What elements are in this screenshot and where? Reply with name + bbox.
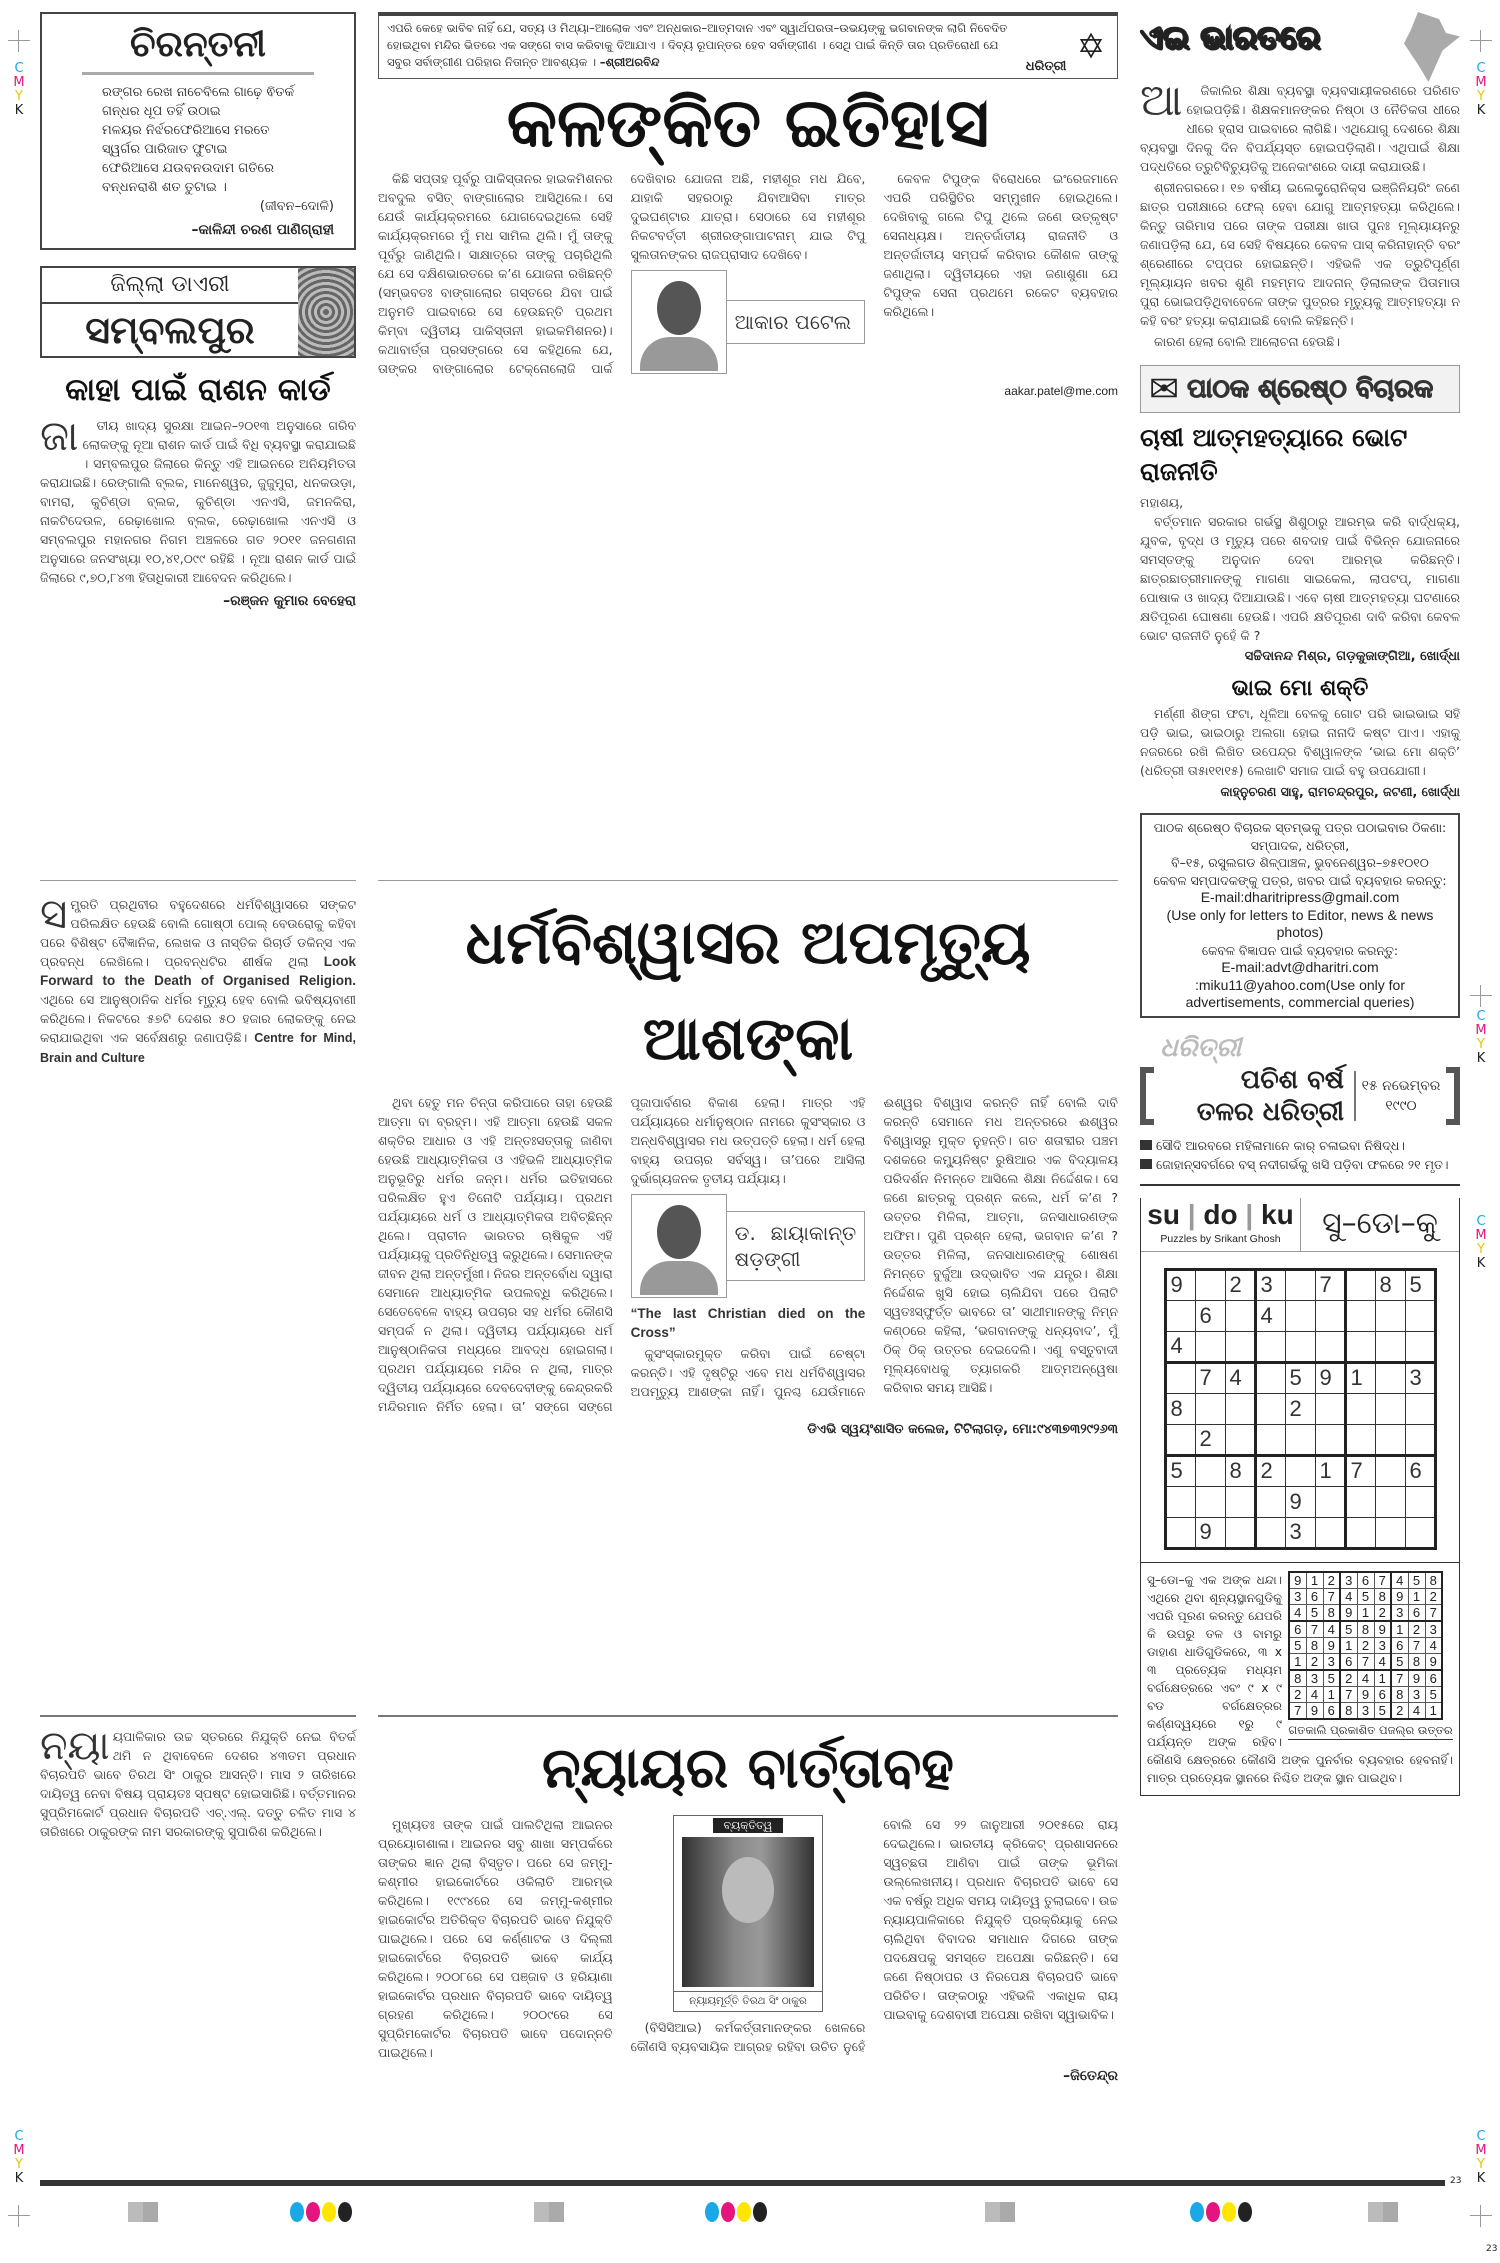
sudoku-cell[interactable] bbox=[1165, 1362, 1195, 1393]
sudoku-cell: 5 bbox=[1391, 1653, 1408, 1670]
color-dot bbox=[1206, 2202, 1220, 2222]
paragraph: କେବଳ ଟିପୁଙ୍କ ବିରୋଧରେ ଇଂରେଜମାନେ ଏପରି ପରିସ୍ଥିତିର ସମ୍ମୁଖୀନ ହୋଇଥିଲେ। ଦେଖିବାକୁ ଗଲେ ଟିପୁ ଥିଲେ ଜଣେ ଉତ୍କୃଷ୍ଟ ସେନାଧ୍ୟକ୍ଷ। ଅନ୍ତର୍ଜାତୀୟ ରାଜନୀତି ଓ ଅନ୍ତର୍ଜାତୀୟ ସମ୍ପର୍କ କରିବାର କୌଶଳ ତାଙ୍କୁ ଜଣାଥିଲା। ଦ୍ୱିତୀୟରେ ଏହା ଜଣାଶୁଣା ଯେ ଟିପୁଙ୍କ ସେନା ପ୍ରଥମେ ରକେଟ ବ୍ୟବହାର କରିଥିଲେ। bbox=[883, 171, 1118, 319]
sudoku-cell: 7 bbox=[1323, 1588, 1340, 1604]
sudoku-cell[interactable]: 2 bbox=[1225, 1269, 1255, 1300]
sudoku-cell[interactable] bbox=[1345, 1269, 1375, 1300]
sudoku-cell[interactable] bbox=[1225, 1300, 1255, 1331]
sudoku-cell[interactable]: 3 bbox=[1405, 1362, 1435, 1393]
sudoku-cell: 8 bbox=[1425, 1572, 1442, 1589]
sudoku-cell[interactable] bbox=[1285, 1300, 1315, 1331]
sudoku-cell: 1 bbox=[1306, 1572, 1323, 1589]
sudoku-cell[interactable] bbox=[1315, 1331, 1345, 1362]
archive-header: ଧରିତ୍ରୀ ପଚିଶ ବର୍ଷ ତଳର ଧରିତ୍ରୀ ୧୫ ନଭେମ୍ବର ୧୯୯୦ bbox=[1140, 1032, 1460, 1128]
sudoku-cell: 3 bbox=[1357, 1702, 1374, 1719]
sudoku-cell[interactable] bbox=[1405, 1393, 1435, 1424]
sudoku-cell[interactable]: 9 bbox=[1195, 1517, 1225, 1548]
sudoku-cell: 2 bbox=[1289, 1686, 1306, 1702]
sudoku-cell: 3 bbox=[1306, 1670, 1323, 1687]
sudoku-cell[interactable]: 6 bbox=[1405, 1455, 1435, 1486]
sudoku-cell: 1 bbox=[1408, 1588, 1425, 1604]
sudoku-cell[interactable] bbox=[1225, 1486, 1255, 1517]
sudoku-cell: 1 bbox=[1374, 1670, 1391, 1687]
sudoku-cell: 2 bbox=[1306, 1653, 1323, 1670]
sudoku-cell: 8 bbox=[1391, 1686, 1408, 1702]
sudoku-cell[interactable] bbox=[1375, 1517, 1405, 1548]
poem-line: ଗନ୍ଧର ଧୂପ ତହିଁ ଉଠାଇ bbox=[102, 104, 221, 119]
sudoku-cell[interactable] bbox=[1345, 1331, 1375, 1362]
photo-caption: ନ୍ୟାୟମୂର୍ତ୍ତି ତିରଥ ସିଂ ଠାକୁର bbox=[674, 1991, 822, 2011]
sudoku-cell: 4 bbox=[1425, 1637, 1442, 1653]
registration-mark bbox=[1470, 985, 1492, 1007]
sudoku-box bbox=[1140, 1198, 1460, 1796]
sudoku-cell: 5 bbox=[1340, 1621, 1357, 1638]
sudoku-cell: 7 bbox=[1306, 1621, 1323, 1638]
bullet-icon bbox=[1140, 1159, 1152, 1169]
sudoku-cell[interactable] bbox=[1405, 1486, 1435, 1517]
sudoku-title: ସୁ–ଡୋ–କୁ bbox=[1322, 1205, 1438, 1241]
sudoku-cell[interactable] bbox=[1225, 1424, 1255, 1455]
diary-district: ସମ୍ବଲପୁର bbox=[85, 308, 255, 352]
sudoku-cell: 4 bbox=[1408, 1702, 1425, 1719]
sudoku-cell: 3 bbox=[1323, 1653, 1340, 1670]
religion-intro: ସ ମ୍ପ୍ରତି ପ୍ରଥିବୀର ବହୁଦେଶରେ ଧର୍ମବିଶ୍ୱାସରେ ସଙ୍କଟ ପରିଲକ୍ଷିତ ହେଉଛି ବୋଲି ଗୋଷ୍ଠୀ ପୋଲ୍ ବେଉରୋକୁ କହିବା ପରେ ବିଶିଷ୍ଟ ବୈଜ୍ଞାନିକ, ଲେଖକ ଓ ନାସ୍ତିକ ରିଚାର୍ଡ ଡକିନ୍ସ ଏକ ପ୍ରବନ୍ଧ ଲେଖିଲେ। ପ୍ରବନ୍ଧଟିର ଶୀର୍ଷକ ଥିଲା Look Forward to the Death of Organised Religion. ଏଥିରେ ସେ ଆନୁଷ୍ଠାନିକ ଧର୍ମର ମୃତ୍ୟୁ ହେବ ବୋଲି ଭବିଷ୍ୟବାଣୀ କରିଥିଲେ। ନିକଟରେ ୫୭ଟି ଦେଶର ୫୦ ହଜାର ଲୋକଙ୍କୁ ନେଇ କରାଯାଇଥିବା ଏକ ସର୍ବେକ୍ଷଣରୁ ଜଣାପଡ଼ିଛି। Centre for Mind, Brain and Culture bbox=[40, 889, 356, 1065]
justice-intro: ନ୍ୟା ୟପାଳିକାର ଉଚ୍ଚ ସ୍ତରରେ ନିଯୁକ୍ତି ନେଇ ବିତର୍କ ଥମି ନ ଥିବାବେଳେ ଦେଶର ୪୩ତମ ପ୍ରଧାନ ବିଚାରପତି ଭାବେ ତିରଥ ସିଂ ଠାକୁର ଆସନ୍ତି। ମାସ ୨ ତାରିଖରେ ଦାୟିତ୍ୱ ନେବା ବିଷୟ ପ୍ରାୟତଃ ସ୍ପଷ୍ଟ ହୋଇସାରିଛି। ବର୍ତ୍ତମାନର ସୁପ୍ରିମକୋର୍ଟ ପ୍ରଧାନ ବିଚାରପତି ଏଚ୍.ଏଲ୍. ଦତ୍ତୁ ଚଳିତ ମାସ ୪ ତାରିଖରେ ଠାକୁରଙ୍କ ନାମ ସରକାରଙ୍କୁ ସୁପାରିଶ କରିଥିଲେ। bbox=[40, 1723, 356, 1839]
sudoku-cell: 2 bbox=[1340, 1670, 1357, 1687]
diary-label: ଜିଲ୍ଲା ଡାଏରୀ bbox=[42, 268, 298, 304]
sudoku-cell: 8 bbox=[1289, 1670, 1306, 1687]
sudoku-solution bbox=[1288, 1571, 1443, 1720]
sudoku-cell[interactable] bbox=[1285, 1424, 1315, 1455]
address-line: କେବଳ ବିଜ୍ଞାପନ ପାଇଁ ବ୍ୟବହାର କରନ୍ତୁ: bbox=[1201, 942, 1399, 958]
justice-headline: ନ୍ୟାୟର ବାର୍ତ୍ତାବହ bbox=[542, 1736, 954, 1801]
color-dot bbox=[338, 2202, 352, 2222]
email-link[interactable]: :miku11@yahoo.com(Use only for bbox=[1194, 976, 1406, 993]
sudoku-cell: 1 bbox=[1391, 1621, 1408, 1638]
sudoku-cell: 2 bbox=[1357, 1637, 1374, 1653]
sudoku-cell[interactable] bbox=[1405, 1424, 1435, 1455]
sudoku-cell: 6 bbox=[1289, 1621, 1306, 1638]
sudoku-cell[interactable] bbox=[1285, 1455, 1315, 1486]
color-bar bbox=[290, 2202, 354, 2226]
color-dot bbox=[1238, 2202, 1252, 2222]
sudoku-cell[interactable]: 7 bbox=[1315, 1269, 1345, 1300]
sudoku-cell[interactable]: 8 bbox=[1165, 1393, 1195, 1424]
sudoku-cell[interactable] bbox=[1195, 1455, 1225, 1486]
email-link[interactable]: E-mail:advt@dharitri.com bbox=[1221, 959, 1379, 975]
poem-line: ଫେରିଆସେ ଯଉବନଉଦାମ ଗତିରେ bbox=[102, 161, 274, 176]
ration-article bbox=[40, 411, 356, 587]
sudoku-cell: 8 bbox=[1323, 1604, 1340, 1621]
sudoku-cell[interactable] bbox=[1345, 1300, 1375, 1331]
sudoku-cell: 5 bbox=[1306, 1604, 1323, 1621]
sudoku-cell[interactable]: 6 bbox=[1195, 1300, 1225, 1331]
sudoku-cell[interactable]: 5 bbox=[1405, 1269, 1435, 1300]
sudoku-cell: 9 bbox=[1289, 1572, 1306, 1589]
sudoku-cell[interactable] bbox=[1315, 1300, 1345, 1331]
footer-rule bbox=[40, 2180, 1445, 2186]
sudoku-cell[interactable] bbox=[1255, 1362, 1285, 1393]
sudoku-cell: 6 bbox=[1374, 1686, 1391, 1702]
color-dot bbox=[1190, 2202, 1204, 2222]
sudoku-cell[interactable] bbox=[1195, 1486, 1225, 1517]
sudoku-cell[interactable] bbox=[1285, 1331, 1315, 1362]
poem-source: (ଜୀବନ–ଦୋଳି) bbox=[259, 199, 334, 214]
sudoku-cell: 4 bbox=[1391, 1572, 1408, 1589]
sudoku-cell: 5 bbox=[1408, 1572, 1425, 1589]
paragraph: ଜିକାଲିର ଶିକ୍ଷା ବ୍ୟବସ୍ଥା ବ୍ୟବସାୟୀକରଣରେ ପରିଣତ ହୋଇପଡ଼ିଛି। ଶିକ୍ଷକମାନଙ୍କର ନିଷ୍ଠା ଓ ନୈତିକତା ଧୀରେ ଧୀରେ ହ୍ରାସ ପାଇବାରେ ଲାଗିଛି। ଏଥିଯୋଗୁ ଦେଶରେ ଶିକ୍ଷା ବ୍ୟବସ୍ଥା ଦିନକୁ ଦିନ ବିପର୍ଯ୍ୟସ୍ତ ହୋଇପଡ଼ିଲାଣି। ଏଥିପାଇଁ ଶିକ୍ଷା ପଦ୍ଧତିରେ ତ୍ରୁଟିବିଚ୍ୟୁତିକୁ ଅନେକାଂଶରେ ଦାୟୀ କରାଯାଉଛି। bbox=[1140, 83, 1460, 174]
sudoku-cell[interactable]: 7 bbox=[1195, 1362, 1225, 1393]
sudoku-cell[interactable] bbox=[1165, 1517, 1195, 1548]
paragraph: ବର୍ତ୍ତମାନ ସରକାର ଗର୍ଭସ୍ଥ ଶିଶୁଠାରୁ ଆରମ୍ଭ କରି ବାର୍ଦ୍ଧକ୍ୟ, ଯୁବକ, ବୃଦ୍ଧ ଓ ମୃତ୍ୟୁ ପରେ ଶବଦାହ ପାଇଁ ବିଭିନ୍ନ ଯୋଜନାରେ ସମସ୍ତଙ୍କୁ ଅନୁଦାନ ଦେବା ଆରମ୍ଭ କରିଛନ୍ତି। ଛାତ୍ରଛାତ୍ରୀମାନଙ୍କୁ ମାଗଣା ସାଇକେଲ, ଲାପଟପ୍, ମାଗଣା ପୋଷାକ ଓ ଖାଦ୍ୟ ଦିଆଯାଉଛି। ଏବେ ଚାଷୀ ଆତ୍ମହତ୍ୟା ଘଟଣାରେ କ୍ଷତିପୂରଣ ଘୋଷଣା ହେଉଛି। ଏପରି କ୍ଷତିପୂରଣ ଦାବି କରିବା କେବଳ ଭୋଟ ରାଜନୀତି ନୁହେଁ କି ? bbox=[1140, 514, 1460, 643]
sudoku-cell: 1 bbox=[1289, 1653, 1306, 1670]
sudoku-cell[interactable] bbox=[1345, 1486, 1375, 1517]
gray-patch bbox=[985, 2202, 1015, 2222]
sudoku-cell: 2 bbox=[1374, 1604, 1391, 1621]
sudoku-cell: 9 bbox=[1408, 1670, 1425, 1687]
sudoku-cell[interactable] bbox=[1315, 1393, 1345, 1424]
sudoku-cell[interactable]: 5 bbox=[1285, 1362, 1315, 1393]
sudoku-cell: 9 bbox=[1374, 1621, 1391, 1638]
sudoku-cell: 9 bbox=[1357, 1686, 1374, 1702]
paragraph: ତୀୟ ଖାଦ୍ୟ ସୁରକ୍ଷା ଆଇନ–୨୦୧୩ ଅନୁସାରେ ଗରିବ ଲୋକଙ୍କୁ ନୂଆ ରାଶନ କାର୍ଡ ପାଇଁ ବିଧି ବ୍ୟବସ୍ଥା କରାଯାଇଛି । ସମ୍ବଲପୁର ଜିଲାରେ କିନ୍ତୁ ଏହି ଆଇନରେ ଅନିୟମିତତା କରାଯାଇଛି। ରେଙ୍ଗାଲି ବ୍ଲକ, ମାନେଶ୍ୱର, ଜୁଜୁମୁରା, ଧନକଉଡ଼ା, ବାମରା, କୁଚିଣ୍ଡା ବ୍ଲକ, କୁଚିଣ୍ଡା ଏନଏସି, ଜମନକିରା, ନାକଟିଦେଉଳ, ରେଢ଼ାଖୋଲ ବ୍ଲକ, ରେଢ଼ାଖୋଲ ଏନଏସି ଓ ସମ୍ବଲପୁର ମହାନଗର ନିଗମ ଅଞ୍ଚଳରେ ଗତ ୨୦୧୧ ଜନଗଣନା ଅନୁସାରେ ଜନସଂଖ୍ୟା ୧୦,୪୧,୦୯୯ ରହିଛି । ନୂଆ ରାଶନ କାର୍ଡ ପାଇଁ ଜିଲାରେ ୯,୭୦,୮୪୩ ହିତାଧିକାରୀ ଆବେଦନ କରିଥିଲେ। bbox=[40, 418, 356, 585]
paragraph: ଶ୍ରୀନଗରରେ। ୧୭ ବର୍ଷୀୟ ଇଲେକ୍ଟ୍ରୋନିକ୍ସ ଇଞ୍ଜିନିୟରିଂ ଜଣେ ଛାତ୍ର ପରୀକ୍ଷାରେ ଫେଲ୍ ହେବା ଯୋଗୁ ଆତ୍ମହତ୍ୟା କରିଥିଲେ। କିନ୍ତୁ ତାରିମାସ ପରେ ତାଙ୍କ ପରୀକ୍ଷା ଖାତା ପୁନଃ ମୂଲ୍ୟାୟନରୁ ଜଣାପଡ଼ିଲା ଯେ, ସେ ସେହି ବିଷୟରେ କେବଳ ପାସ୍ କରିନାହାନ୍ତି ବରଂ ଶ୍ରେଣୀରେ ଟପ୍ପର ହୋଇଛନ୍ତି। ଏହିଭଳି ଏକ ତ୍ରୁଟିପୂର୍ଣ୍ଣ ମୂଲ୍ୟାୟନ ଖବର ଶୁଣି ମହମ୍ମଦ ଆଦନାନ୍ ଡ଼ିଲାଲଙ୍କ ପିତାମାତା ପୁରା ଭୋଇପଡ଼ିଥିବାବେଳେ ତାଙ୍କ ପୁତ୍ରର ମୃତ୍ୟୁକୁ ଆତ୍ମହତ୍ୟା ନ କହି ବରଂ ହତ୍ୟା କରାଯାଇଛି ବୋଲି କହିଛନ୍ତି। bbox=[1140, 180, 1460, 328]
author-photo bbox=[631, 1194, 727, 1298]
sudoku-cell: 7 bbox=[1391, 1670, 1408, 1687]
sudoku-instructions: ସୁ–ଡୋ–କୁ ଏକ ଅଙ୍କ ଧନ୍ଦା। ଏଥିରେ ଥିବା ଶୂନ୍ୟସ୍ଥାନଗୁଡିକୁ ଏପରି ପୂରଣ କରନ୍ତୁ ଯେପରି କି ଉପରୁ ତଳ ଓ ବାମରୁ ଡାହାଣ ଧାଡିଗୁଡିକରେ, ୩ x ୩ ପ୍ରତ୍ୟେକ ମଧ୍ୟମ ବର୍ଗକ୍ଷେତ୍ରରେ ଏବଂ ୯ x ୯ ବଡ ବର୍ଗକ୍ଷେତ୍ରର କର୍ଣ୍ଣଦ୍ୱୟରେ ୧ରୁ ୯ ପର୍ଯ୍ୟନ୍ତ ଅଙ୍କ ରହିବ। କୌଣସି କ୍ଷେତ୍ରରେ କୌଣସି ଅଙ୍କ ପୁନର୍ବାର ବ୍ୟବହାର ହେବନାହିଁ। ମାତ୍ର ପ୍ରତ୍ୟେକ ସ୍ଥାନରେ ନିଶ୍ଚିତ ଅଙ୍କ ସ୍ଥାନ ପାଇଥିବ। bbox=[1147, 1572, 1453, 1785]
sudoku-cell: 6 bbox=[1357, 1572, 1374, 1589]
sudoku-cell: 7 bbox=[1374, 1572, 1391, 1589]
district-diary-box bbox=[40, 266, 356, 358]
bharat-article bbox=[1140, 75, 1460, 351]
english-quote: “The last Christian died on the Cross” bbox=[630, 1306, 866, 1340]
sudoku-cell: 9 bbox=[1323, 1637, 1340, 1653]
sudoku-cell: 4 bbox=[1340, 1588, 1357, 1604]
sudoku-cell: 2 bbox=[1323, 1572, 1340, 1589]
sudoku-cell: 5 bbox=[1323, 1670, 1340, 1687]
color-dot bbox=[1222, 2202, 1236, 2222]
poem-lines bbox=[62, 83, 334, 197]
color-bar bbox=[705, 2202, 769, 2226]
sudoku-cell: 7 bbox=[1408, 1637, 1425, 1653]
quote-text: ଏପରି କେହେ ଭାବିବ ନାହିଁ ଯେ, ସତ୍ୟ ଓ ମିଥ୍ୟା–ଆଲୋକ ଏବଂ ଅନ୍ଧକାର–ଆତ୍ମଦାନ ଏବଂ ସ୍ୱାର୍ଥପରତା–ଉଭୟଙ୍କୁ ଭଗବାନଙ୍କ ଲାଗି ନିବେଦିତ ହୋଇଥିବା ମନ୍ଦିର ଭିତରେ ଏକ ସଙ୍ଗେ ବାସ କରିବାକୁ ଦିଆଯାଏ । ଦିବ୍ୟ ରୂପାନ୍ତର ହେବ ସର୍ବାଙ୍ଗୀଣ । ସେଥି ପାଇଁ କିନ୍ତି ତାର ପ୍ରତିରୋଧୀ ଯେ ସବୁର ସର୍ବାଙ୍ଗୀଣ ପରିହାର ନିତାନ୍ତ ଆବଶ୍ୟକ । –ଶ୍ରୀଅରବିନ୍ଦ bbox=[387, 21, 1008, 69]
color-dot bbox=[306, 2202, 320, 2222]
sudoku-cell: 2 bbox=[1391, 1702, 1408, 1719]
justice-photo: ବ୍ୟକ୍ତିତ୍ୱ ନ୍ୟାୟମୂର୍ତ୍ତି ତିରଥ ସିଂ ଠାକୁର bbox=[673, 1815, 823, 2012]
sudoku-cell[interactable] bbox=[1165, 1486, 1195, 1517]
sudoku-cell[interactable] bbox=[1165, 1424, 1195, 1455]
sudoku-cell[interactable] bbox=[1285, 1269, 1315, 1300]
sudoku-cell: 6 bbox=[1391, 1637, 1408, 1653]
sudoku-cell: 1 bbox=[1425, 1702, 1442, 1719]
color-dot bbox=[737, 2202, 751, 2222]
poem-box bbox=[40, 12, 356, 250]
sudoku-cell[interactable]: 2 bbox=[1255, 1455, 1285, 1486]
sudoku-cell[interactable]: 1 bbox=[1345, 1362, 1375, 1393]
page-number: 23 bbox=[1450, 2176, 1462, 2186]
sudoku-cell: 5 bbox=[1425, 1686, 1442, 1702]
sudoku-cell: 3 bbox=[1374, 1637, 1391, 1653]
sudoku-cell[interactable] bbox=[1165, 1300, 1195, 1331]
religion-byline: ଡିଏଭି ସ୍ୱୟଂଶାସିତ କଲେଜ, ଟିଟିଲାଗଡ଼, ମୋ:୯୪୩୭୩୨୯୨୬୩ bbox=[807, 1422, 1118, 1437]
paragraph: ମର୍ଣ୍ଣୀ ଶିଙ୍ଗ ଫଟା, ଧୂଳିଆ ବେଳକୁ ଗୋଟ ପରି ଭାଇଭାଇ ସହି ପଡ଼ି ଭାଇ, ଭାଇଠାରୁ ଅଲଗା ହୋଇ ନାନାଦି କଷ୍ଟ ପାଏ। ଏହାକୁ ନଜରରେ ରଖି ଲିଖିତ ଉପେନ୍ଦ୍ର ବିଶ୍ୱାଳଙ୍କ ‘ଭାଇ ମୋ ଶକ୍ତି’ (ଧରିତ୍ରୀ ତା୫ା୧୧ା୧୫) ଲେଖାଟି ସମାଜ ପାଇଁ ବହୁ ଉପଯୋଗୀ। bbox=[1140, 706, 1460, 778]
patel-article bbox=[378, 169, 1118, 378]
dropcap: ଜା bbox=[40, 411, 79, 460]
paragraph: କୁସଂସ୍କାରମୁକ୍ତ କରିବା ପାଇଁ ଚେଷ୍ଟା କରନ୍ତି। ଏହି ଦୃଷ୍ଟିରୁ ଏବେ ମଧ ଧର୍ମବିଶ୍ୱାସର ଅପମୃତ୍ୟୁ ଆଶଙ୍କା ନାହିଁ। ପୁନଶ୍ଚ ଯେଉଁମାନେ ଈଶ୍ୱର ବିଶ୍ୱାସ କରନ୍ତି ନାହିଁ ବୋଲି ଦାବି କରନ୍ତି ସେମାନେ ମଧ ଅନ୍ତରରେ ଈଶ୍ୱର ବିଶ୍ୱାସରୁ ମୁକ୍ତ ନୁହନ୍ତି। ଗତ ଶତାବ୍ଦୀର ପଞ୍ଚମ ଦଶକରେ କମ୍ୟୁନିଷ୍ଟ ରୁଷିଆର ଏକ ବିଦ୍ୟାଳୟ ପରିଦର୍ଶନ ନିମନ୍ତେ ଆସିଲେ ଶିକ୍ଷା ନିର୍ଦ୍ଦେଶକ। ସେ ଜଣେ ଛାତ୍ରକୁ ପ୍ରଶ୍ନ କଲେ, ଧର୍ମ କ’ଣ ? ଉତ୍ତର ମିଳିଲା, ଆତ୍ମା, ଜନସାଧାରଣଙ୍କ ଅଫିମ। ପୁଣି ପ୍ରଶ୍ନ ହେଲା, ଭଗବାନ କ’ଣ ? ଉତ୍ତର ମିଳିଲା, ଜନସାଧାରଣଙ୍କୁ ଶୋଷଣ ନିମନ୍ତେ ବୁର୍ଜୁଆ ଉଦ୍ଭାବିତ ଏକ ଯନ୍ତ୍ର। ଶିକ୍ଷା ନିର୍ଦ୍ଦେଶକ ଖୁସି ହୋଇ ଚାଲିଯିବା ପରେ ପିଲାଟି ସ୍ୱତଃସ୍ଫୁର୍ତ୍ତ ଭାବରେ ତା’ ସାଥୀମାନଙ୍କୁ ନିମ୍ନ କଣ୍ଠରେ କହିଲା, ‘ଭଗବାନଙ୍କୁ ଧନ୍ୟବାଦ’, ମୁଁ ଠିକ୍ ଠିକ୍ ଉତ୍ତର ଦେଇଦେଲି। ଏଣୁ ବସ୍ତୁବାଦୀ ମୂଲ୍ୟବୋଧକୁ ତ୍ୟାଗକରି ଆତ୍ମଅନ୍ୱେଷା କରିବାର ସମୟ ଆସିଛି। bbox=[630, 1095, 1118, 1399]
address-line: advertisements, commercial queries) bbox=[1185, 994, 1415, 1010]
sudoku-cell[interactable]: 9 bbox=[1165, 1269, 1195, 1300]
sudoku-cell: 6 bbox=[1323, 1702, 1340, 1719]
sudoku-cell: 1 bbox=[1340, 1637, 1357, 1653]
sudoku-cell[interactable] bbox=[1345, 1517, 1375, 1548]
sudoku-cell: 6 bbox=[1408, 1604, 1425, 1621]
paragraph: କାରଣ ହେଲା ବୋଲି ଆଲୋଚନା ହେଉଛି। bbox=[1154, 334, 1340, 349]
poem-line: ସ୍ୱର୍ଗର ପାରିଜାତ ଫୁଟାଇ bbox=[102, 142, 228, 157]
registration-mark bbox=[1470, 30, 1492, 52]
sudoku-cell: 6 bbox=[1425, 1670, 1442, 1687]
sudoku-cell: 5 bbox=[1374, 1702, 1391, 1719]
sudoku-cell[interactable]: 2 bbox=[1195, 1424, 1225, 1455]
author-photo-block bbox=[631, 1194, 866, 1298]
sudoku-cell: 9 bbox=[1306, 1702, 1323, 1719]
sudoku-cell[interactable]: 1 bbox=[1315, 1455, 1345, 1486]
sudoku-cell[interactable] bbox=[1255, 1486, 1285, 1517]
dharitri-logo: ଧରିତ୍ରୀ bbox=[1025, 59, 1067, 74]
sudoku-cell[interactable] bbox=[1375, 1455, 1405, 1486]
sudoku-cell[interactable] bbox=[1255, 1393, 1285, 1424]
dropcap: ଆ bbox=[1140, 75, 1183, 126]
sudoku-cell[interactable]: 9 bbox=[1285, 1486, 1315, 1517]
sudoku-cell: 1 bbox=[1357, 1604, 1374, 1621]
cmyk-marker: C M Y K bbox=[1475, 1009, 1487, 1066]
sudoku-cell[interactable] bbox=[1225, 1393, 1255, 1424]
sudoku-cell: 8 bbox=[1374, 1588, 1391, 1604]
dharitri-logo: ଧରିତ୍ରୀ bbox=[1160, 1032, 1242, 1063]
sudoku-cell[interactable] bbox=[1255, 1424, 1285, 1455]
archive-items bbox=[1140, 1136, 1460, 1174]
sudoku-cell[interactable] bbox=[1375, 1362, 1405, 1393]
color-dot bbox=[705, 2202, 719, 2222]
sudoku-cell: 7 bbox=[1340, 1686, 1357, 1702]
sudoku-cell[interactable]: 7 bbox=[1345, 1455, 1375, 1486]
decorative-artwork bbox=[298, 268, 354, 356]
sudoku-cell[interactable]: 8 bbox=[1375, 1269, 1405, 1300]
ration-headline: କାହା ପାଇଁ ରାଶନ କାର୍ଡ bbox=[65, 372, 331, 408]
address-line: ବି–୧୫, ରସୁଲଗଡ ଶିଳ୍ପାଞ୍ଚଳ, ଭୁବନେଶ୍ୱର–୭୫୧୦୧୦ bbox=[1171, 855, 1429, 870]
sudoku-cell: 7 bbox=[1425, 1604, 1442, 1621]
sudoku-cell[interactable] bbox=[1405, 1331, 1435, 1362]
letter2-headline: ଭାଇ ମୋ ଶକ୍ତି bbox=[1231, 676, 1369, 701]
sudoku-cell[interactable]: 9 bbox=[1315, 1362, 1345, 1393]
envelope-pen-icon: ✉ bbox=[1149, 368, 1180, 410]
sudoku-cell[interactable] bbox=[1195, 1331, 1225, 1362]
sudoku-brand: su | do | ku Puzzles by Srikant Ghosh bbox=[1141, 1198, 1301, 1251]
sudoku-cell[interactable] bbox=[1225, 1517, 1255, 1548]
sudoku-cell[interactable] bbox=[1405, 1300, 1435, 1331]
letter-headline: ଚାଷୀ ଆତ୍ମହତ୍ୟାରେ ଭୋଟ ରାଜନୀତି bbox=[1140, 423, 1408, 486]
letter2-body bbox=[1140, 704, 1460, 780]
letter2-signature: କାହ୍ନୁଚରଣ ସାହୁ, ରାମଚନ୍ଦ୍ରପୁର, ଜଟଣୀ, ଖୋର୍ଦ୍ଧା bbox=[1220, 784, 1460, 799]
cmyk-marker: C M Y K bbox=[1475, 2129, 1487, 2186]
address-line: ସମ୍ପାଦକ, ଧରିତ୍ରୀ, bbox=[1250, 837, 1350, 853]
paragraph: ଥିବା ହେତୁ ମନ ଚିନ୍ତା କରିପାରେ ତାହା ହେଉଛି ଆତ୍ମା ବା ବ୍ରହ୍ମ। ଏହି ଆତ୍ମା ହେଉଛି ସକଳ ଶକ୍ତିର ଆଧାର ଓ ଏହି ଅନ୍ତଃସତ୍ତାକୁ ଜାଣିବା ହେଉଛି ଆଧ୍ୟାତ୍ମିକତା ଓ ଏହିଭଳି ଆଧ୍ୟାତ୍ମିକ ଅନୁଭୂତିରୁ ଧର୍ମର ଜନ୍ମ। ଧର୍ମର ଇତିହାସରେ ପରିଲକ୍ଷିତ ହୁଏ ତିନୋଟି ପର୍ଯ୍ୟାୟ। ପ୍ରଥମ ପର୍ଯ୍ୟାୟରେ ଧର୍ମ ଓ ଆଧ୍ୟାତ୍ମିକତା ଅବିଚ୍ଛିନ୍ନ ଥିଲେ। ପ୍ରାଚୀନ ଭାରତର ଋଷିକୁଳ ଏହି ପର୍ଯ୍ୟାୟକୁ ପ୍ରତିନିଧିତ୍ୱ କରୁଥିଲେ। ସେମାନଙ୍କ ଜୀବନ ଥିଲା ଅନ୍ତର୍ମୁଖୀ। ନିଜର ଅନ୍ତର୍ବୋଧ ଦ୍ୱାରା ସେମାନେ ଆଧ୍ୟାତ୍ମିକ ଉପଲବ୍ଧି କରିଥିଲେ। ସେତେବେଳେ ବାହ୍ୟ ଉପଚାର ସହ ଧର୍ମର କୌଣସି ସମ୍ପର୍କ ନ ଥିଲା। ଦ୍ୱିତୀୟ ପର୍ଯ୍ୟାୟରେ ଧର୍ମ ଆନୁଷ୍ଠାନିକତା ମଧ୍ୟରେ ଆବଦ୍ଧ ହୋଇଗଲା। ପ୍ରଥମ ପର୍ଯ୍ୟାୟରେ ମନ୍ଦିର ନ ଥିଲା, ମାତ୍ର ଦ୍ୱିତୀୟ ପର୍ଯ୍ୟାୟରେ ଦେବଦେବୀଙ୍କୁ କେନ୍ଦ୍ରକରି ମନ୍ଦିରମାନ ନିର୍ମିତ ହେଲା। ତା’ ସଙ୍ଗେ ସଙ୍ଗେ ପୂଜାପାର୍ବଣର ବିକାଶ ହେଲା। ମାତ୍ର ଏହି ପର୍ଯ୍ୟାୟରେ ଧର୍ମାନୁଷ୍ଠାନ ନାମରେ କୁସଂସ୍କାର ଓ ଅନ୍ଧବିଶ୍ୱାସର ମଧ ଉତ୍ପତ୍ତି ହେଲା। ଧର୍ମ ହେଲା ବାହ୍ୟ ଉପଚାର ସର୍ବସ୍ୱ। ତା’ପରେ ଆସିଲା ଦୁର୍ଭାଗ୍ୟଜନକ ତୃତୀୟ ପର୍ଯ୍ୟାୟ। bbox=[378, 1095, 866, 1414]
letter-signature: ସଚ୍ଚିଦାନନ୍ଦ ମିଶ୍ର, ଗଡ଼କୁଜାଙ୍ଗିଆ, ଖୋର୍ଦ୍ଧା bbox=[1244, 649, 1460, 664]
sudoku-cell: 7 bbox=[1289, 1702, 1306, 1719]
sudoku-cell: 5 bbox=[1357, 1588, 1374, 1604]
sudoku-cell[interactable] bbox=[1315, 1424, 1345, 1455]
religion-headline: ଧର୍ମବିଶ୍ୱାସର ଅପମୃତ୍ୟୁ ଆଶଙ୍କା bbox=[465, 908, 1031, 1074]
sudoku-cell: 3 bbox=[1408, 1686, 1425, 1702]
color-dot bbox=[322, 2202, 336, 2222]
sudoku-cell[interactable]: 5 bbox=[1165, 1455, 1195, 1486]
poem-line: ବନ୍ଧନରାଶି ଶତ ତୁଟାଇ । bbox=[102, 180, 227, 195]
address-line: (Use only for letters to Editor, news & news photos) bbox=[1166, 906, 1434, 940]
cmyk-marker: C M Y K bbox=[13, 61, 25, 118]
gray-patch bbox=[128, 2202, 158, 2222]
registration-mark bbox=[8, 2205, 30, 2227]
sudoku-cell: 4 bbox=[1289, 1604, 1306, 1621]
sudoku-cell: 7 bbox=[1357, 1653, 1374, 1670]
poem-line: ମଳୟର ନିର୍ଝରଫେରିଆସେ ମରତେ bbox=[102, 123, 270, 138]
color-bar bbox=[1190, 2202, 1254, 2226]
poem-title: ଚିରନ୍ତନୀ bbox=[82, 22, 314, 75]
sudoku-cell[interactable]: 3 bbox=[1285, 1517, 1315, 1548]
ei-bharatare-logo: ଏଇ ଭାରତରେ bbox=[1140, 12, 1460, 77]
archive-item: ଜୋହାନ୍ସବର୍ଗରେ ବସ୍ ନଦୀଗର୍ଭକୁ ଖସି ପଡ଼ିବା ଫଳରେ ୨୧ ମୃତ। bbox=[1140, 1155, 1460, 1174]
sudoku-cell: 4 bbox=[1374, 1653, 1391, 1670]
cmyk-marker: C M Y K bbox=[1475, 1214, 1487, 1271]
author-photo bbox=[631, 270, 727, 374]
sudoku-cell[interactable] bbox=[1225, 1331, 1255, 1362]
email-link[interactable]: E-mail:dharitripress@gmail.com bbox=[1200, 889, 1400, 905]
gray-patch bbox=[1368, 2202, 1398, 2222]
sudoku-cell: 9 bbox=[1391, 1588, 1408, 1604]
color-dot bbox=[721, 2202, 735, 2222]
justice-article bbox=[378, 1815, 1118, 2062]
sudoku-cell[interactable]: 8 bbox=[1225, 1455, 1255, 1486]
sudoku-cell: 4 bbox=[1306, 1686, 1323, 1702]
sudoku-cell[interactable] bbox=[1255, 1517, 1285, 1548]
sudoku-cell: 1 bbox=[1323, 1686, 1340, 1702]
sudoku-cell[interactable]: 2 bbox=[1285, 1393, 1315, 1424]
sudoku-cell[interactable]: 4 bbox=[1225, 1362, 1255, 1393]
color-dot bbox=[290, 2202, 304, 2222]
sudoku-cell: 8 bbox=[1306, 1637, 1323, 1653]
address-box bbox=[1140, 813, 1460, 1018]
sudoku-cell[interactable] bbox=[1195, 1393, 1225, 1424]
sudoku-cell: 3 bbox=[1391, 1604, 1408, 1621]
ration-byline: –ରଞ୍ଜନ କୁମାର ବେହେରା bbox=[223, 593, 356, 609]
registration-mark bbox=[8, 30, 30, 52]
bullet-icon bbox=[1140, 1140, 1152, 1150]
sudoku-cell[interactable]: 4 bbox=[1255, 1300, 1285, 1331]
letters-header: ✉ ପାଠକ ଶ୍ରେଷ୍ଠ ବିଚାରକ bbox=[1140, 365, 1460, 413]
sudoku-cell[interactable] bbox=[1345, 1424, 1375, 1455]
sudoku-cell: 2 bbox=[1425, 1588, 1442, 1604]
sudoku-cell[interactable] bbox=[1375, 1486, 1405, 1517]
sudoku-cell: 8 bbox=[1357, 1621, 1374, 1638]
justice-byline: –ଜିତେନ୍ଦ୍ର bbox=[1063, 2068, 1118, 2084]
sudoku-cell[interactable]: 3 bbox=[1255, 1269, 1285, 1300]
sudoku-cell[interactable] bbox=[1195, 1269, 1225, 1300]
sudoku-cell: 9 bbox=[1425, 1653, 1442, 1670]
sudoku-cell: 9 bbox=[1340, 1604, 1357, 1621]
sudoku-cell: 3 bbox=[1425, 1621, 1442, 1638]
sudoku-cell[interactable] bbox=[1315, 1517, 1345, 1548]
cmyk-marker: C M Y K bbox=[1475, 61, 1487, 118]
author-photo-block bbox=[631, 270, 866, 374]
author-name: ଡ. ଛାୟାକାନ୍ତ ଷଡ଼ଙ୍ଗୀ bbox=[727, 1211, 866, 1281]
sudoku-cell[interactable] bbox=[1315, 1486, 1345, 1517]
sudoku-cell: 5 bbox=[1289, 1637, 1306, 1653]
cmyk-marker: C M Y K bbox=[13, 2129, 25, 2186]
sudoku-cell[interactable] bbox=[1375, 1331, 1405, 1362]
sudoku-cell: 2 bbox=[1408, 1621, 1425, 1638]
archive-item: ସୌଦି ଆରବରେ ମହିଳାମାନେ କାର୍ ଚଳାଇବା ନିଷିଦ୍ଧ। bbox=[1140, 1136, 1460, 1155]
patel-headline: କଳଙ୍କିତ ଇତିହାସ bbox=[506, 84, 990, 163]
registration-mark bbox=[1470, 2205, 1492, 2227]
sudoku-cell[interactable] bbox=[1375, 1424, 1405, 1455]
address-line: କେବଳ ସମ୍ପାଦକଙ୍କୁ ପତ୍ର, ଖବର ପାଇଁ ବ୍ୟବହାର କରନ୍ତୁ: bbox=[1153, 872, 1447, 888]
sudoku-cell: 4 bbox=[1357, 1670, 1374, 1687]
star-emblem-icon: ✡ bbox=[1076, 27, 1106, 67]
paragraph: (ବିସିସିଆଇ) କର୍ମକର୍ତ୍ତାମାନଙ୍କର ଖେଳରେ କୌଣସି ବ୍ୟବସାୟିକ ଆଗ୍ରହ ରହିବା ଉଚିତ ନୁହେଁ ବୋଲି ସେ ୨୨ ଜାନୁଆରୀ ୨୦୧୫ରେ ରାୟ ଦେଇଥିଲେ। ଭାରତୀୟ କ୍ରିକେଟ୍ ପ୍ରଶାସନରେ ସ୍ୱଚ୍ଛତା ଆଣିବା ପାଇଁ ତାଙ୍କ ଭୂମିକା ଉଲ୍ଲେଖନୀୟ। ପ୍ରଧାନ ବିଚାରପତି ଭାବେ ସେ ଏକ ବର୍ଷରୁ ଅଧିକ ସମୟ ଦାୟିତ୍ୱ ତୁଲାଇବେ। ଉଚ୍ଚ ନ୍ୟାୟପାଳିକାରେ ନିଯୁକ୍ତି ପ୍ରକ୍ରିୟାକୁ ନେଇ ଚାଲିଥିବା ବିବାଦର ସମାଧାନ ଦିଗରେ ତାଙ୍କ ପଦକ୍ଷେପକୁ ସମସ୍ତେ ଅପେକ୍ଷା କରିଛନ୍ତି। ସେ ଜଣେ ନିଷ୍ଠାପର ଓ ନିରପେକ୍ଷ ବିଚାରପତି ଭାବେ ପରିଚିତ। ତାଙ୍କଠାରୁ ଏହିଭଳି ଏକାଧିକ ରାୟ ପାଇବାକୁ ଦେଶବାସୀ ଅପେକ୍ଷା ରଖିବା ସ୍ୱାଭାବିକ। bbox=[630, 1817, 1118, 2054]
sudoku-cell: 3 bbox=[1340, 1572, 1357, 1589]
author-name: ଆକାର ପଟେଲ bbox=[727, 300, 866, 344]
paragraph: ମୁଖ୍ୟତଃ ତାଙ୍କ ପାଇଁ ପାଲଟିଥିଲା ଆଇନର ପ୍ରୟୋଗଶାଳା। ଆଇନର ସବୁ ଶାଖା ସମ୍ପର୍କରେ ତାଙ୍କର ଜ୍ଞାନ ଥିଲା ବିସ୍ତୃତ। ପରେ ସେ ଜମ୍ମୁ-କଶ୍ମୀର ହାଇକୋର୍ଟରେ ଓକିଲାତି ଆରମ୍ଭ କରିଥିଲେ। ୧୯୯୪ରେ ସେ ଜମ୍ମୁ-କଶ୍ମୀର ହାଇକୋର୍ଟର ଅତିରିକ୍ତ ବିଚାରପତି ଭାବେ ନିଯୁକ୍ତି ପାଇଥିଲେ। ପରେ ସେ କର୍ଣ୍ଣାଟକ ଓ ଦିଲ୍ଲୀ ହାଇକୋର୍ଟରେ ବିଚାରପତି ଭାବେ କାର୍ଯ୍ୟ କରିଥିଲେ। ୨୦୦୮ରେ ସେ ପଞ୍ଜାବ ଓ ହରିୟାଣା ହାଇକୋର୍ଟର ପ୍ରଧାନ ବିଚାରପତି ଭାବେ ଦାୟିତ୍ୱ ଗ୍ରହଣ କରିଥିଲେ। ୨୦୦୯ରେ ସେ ସୁପ୍ରିମକୋର୍ଟର ବିଚାରପତି ଭାବେ ପଦୋନ୍ନତି ପାଇଥିଲେ। bbox=[378, 1817, 613, 2060]
sudoku-grid[interactable] bbox=[1164, 1268, 1437, 1550]
sudoku-cell[interactable] bbox=[1405, 1517, 1435, 1548]
sudoku-cell: 6 bbox=[1306, 1588, 1323, 1604]
sudoku-cell: 8 bbox=[1408, 1653, 1425, 1670]
sudoku-cell[interactable] bbox=[1375, 1393, 1405, 1424]
sudoku-cell: 8 bbox=[1340, 1702, 1357, 1719]
sudoku-cell[interactable] bbox=[1375, 1300, 1405, 1331]
author-email[interactable]: aakar.patel@me.com bbox=[1004, 384, 1118, 398]
sudoku-cell[interactable] bbox=[1255, 1331, 1285, 1362]
sudoku-cell: 3 bbox=[1289, 1588, 1306, 1604]
solution-caption: ଗତକାଲି ପ୍ରକାଶିତ ପଜଲ୍‌ର ଉତ୍ତର bbox=[1288, 1722, 1453, 1740]
address-line: ପାଠକ ଶ୍ରେଷ୍ଠ ବିଚାରକ ସ୍ତମ୍ଭକୁ ପତ୍ର ପଠାଇବାର ଠିକଣା: bbox=[1153, 820, 1447, 835]
page-number: 23 bbox=[1486, 2244, 1498, 2254]
sudoku-cell[interactable] bbox=[1345, 1393, 1375, 1424]
poem-line: ରଙ୍ଗର ରେଖ ନାଚେବିଲେ ଗାଢ଼େ ଵିତର୍କ bbox=[102, 85, 295, 100]
paragraph: କିଛି ସପ୍ତାହ ପୂର୍ବରୁ ପାକିସ୍ତାନର ହାଇକମିଶନର ଅବଦୁଲ ବସିତ୍ ବାଙ୍ଗାଲୋର ଆସିଥିଲେ। ସେ ଯେଉଁ କାର୍ଯ୍ୟକ୍ରମରେ ଯୋଗଦେଇଥିଲେ ସେହି କାର୍ଯ୍ୟକ୍ରମରେ ମୁଁ ମଧ ସାମିଲ ଥିଲି। ମୁଁ ତାଙ୍କୁ ପୂର୍ବରୁ ଜାଣିଥିଲି। ସାକ୍ଷାତ୍‌ରେ ତାଙ୍କୁ ପଚାରିଥିଲି ଯେ ସେ ଦକ୍ଷିଣଭାରତରେ କ’ଣ ଯୋଜନା ରଖିଛନ୍ତି (ସମ୍ଭବତଃ ବାଙ୍ଗାଲୋର ଗସ୍ତରେ ଯିବା ପାଇଁ ଅନୁମତି ପାଇବାରେ ସେ ହେଉଛନ୍ତି ପ୍ରଥମ କିମ୍ବା ଦ୍ୱିତୀୟ ପାକିସ୍ତାନୀ ହାଇକମିଶନର)। କଥାବାର୍ତ୍ତା ପ୍ରସଙ୍ଗରେ ସେ କହିଥିଲେ ଯେ, ତାଙ୍କର ବାଙ୍ଗାଲୋର ଟେକ୍ନୋଲୋଜି ପାର୍କ ଦେଖିବାର ଯୋଜନା ଅଛି, ମହୀଶୂର ମଧ ଯିବେ, ଯାହାକି ସହରଠାରୁ ଯିବାଆସିବା ମାତ୍ର ଦୁଇଘଣ୍ଟାର ଯାତ୍ରା। ସେଠାରେ ସେ ମହୀଶୂର ନିକଟବର୍ତ୍ତୀ ଶ୍ରୀରଙ୍ଗାପାଟନାମ୍ ଯାଇ ଟିପୁ ସୁଲତାନଙ୍କର ରାଜପ୍ରାସାଦ ଦେଖିବେ। bbox=[378, 171, 866, 376]
gray-patch bbox=[534, 2202, 564, 2222]
color-dot bbox=[753, 2202, 767, 2222]
letter-body: ମହାଶୟ, ବର୍ତ୍ତମାନ ସରକାର ଗର୍ଭସ୍ଥ ଶିଶୁଠାରୁ ଆରମ୍ଭ କରି ବାର୍ଦ୍ଧକ୍ୟ, ଯୁବକ, ବୃଦ୍ଧ ଓ ମୃତ୍ୟୁ ପରେ ଶବଦାହ ପାଇଁ ବିଭିନ୍ନ ଯୋଜନାରେ ସମସ୍ତଙ୍କୁ ଅନୁଦାନ ଦେବା ଆରମ୍ଭ କରିଛନ୍ତି। ଛାତ୍ରଛାତ୍ରୀମାନଙ୍କୁ ମାଗଣା ସାଇକେଲ, ଲାପଟପ୍, ମାଗଣା ପୋଷାକ ଓ ଖାଦ୍ୟ ଦିଆଯାଉଛି। ଏବେ ଚାଷୀ ଆତ୍ମହତ୍ୟା ଘଟଣାରେ କ୍ଷତିପୂରଣ ଘୋଷଣା ହେଉଛି। ଏପରି କ୍ଷତିପୂରଣ ଦାବି କରିବା କେବଳ ଭୋଟ ରାଜନୀତି ନୁହେଁ କି ? bbox=[1140, 495, 1460, 643]
sudoku-cell[interactable]: 4 bbox=[1165, 1331, 1195, 1362]
sudoku-cell: 6 bbox=[1340, 1653, 1357, 1670]
poem-author: –କାଳିନ୍ଦୀ ଚରଣ ପାଣିଗ୍ରାହୀ bbox=[191, 222, 334, 238]
quote-box bbox=[378, 12, 1118, 79]
religion-article bbox=[378, 1093, 1118, 1416]
sudoku-cell: 4 bbox=[1323, 1621, 1340, 1638]
